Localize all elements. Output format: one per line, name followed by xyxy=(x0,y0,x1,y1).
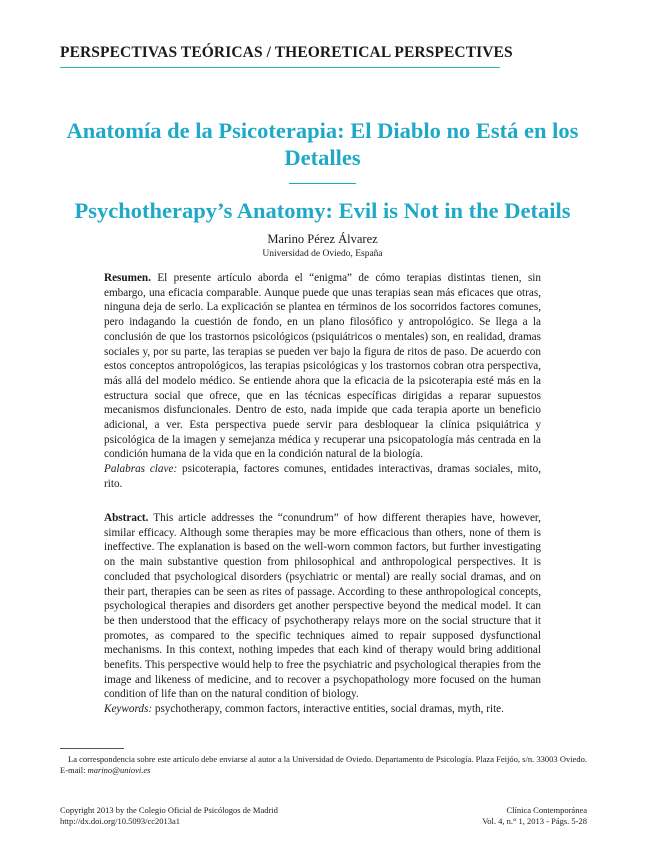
keywords-label-spanish: Palabras clave: xyxy=(104,463,178,476)
journal-volume: Vol. 4, n.° 1, 2013 - Págs. 5-28 xyxy=(482,816,587,826)
article-title-spanish: Anatomía de la Psicoterapia: El Diablo no Está en los Detalles xyxy=(66,118,579,170)
footnote-text: La correspondencia sobre este artículo debe enviarse al autor a la Universidad de Oviedo. Departamento de Psicología. Plaza Feijóo, s/n. 33003 Oviedo. E-mail: xyxy=(60,754,587,775)
keywords-spanish xyxy=(104,462,541,491)
journal-info xyxy=(482,805,587,827)
footnote-divider xyxy=(60,748,124,749)
section-header: PERSPECTIVAS TEÓRICAS / THEORETICAL PERSPECTIVES xyxy=(60,44,500,68)
journal-name: Clínica Contemporánea xyxy=(506,805,587,815)
copyright-block xyxy=(60,805,278,827)
keywords-text-english: psychotherapy, common factors, interactive entities, social dramas, myth, rite. xyxy=(154,703,504,716)
abstract-label-spanish: Resumen. xyxy=(104,272,151,284)
author-name: Marino Pérez Álvarez xyxy=(267,232,378,246)
abstract-english xyxy=(104,511,541,717)
doi-link[interactable]: http://dx.doi.org/10.5093/cc2013a1 xyxy=(60,816,181,826)
footnote-email[interactable]: marino@uniovi.es xyxy=(87,765,151,775)
abstract-label-english: Abstract. xyxy=(104,512,149,524)
copyright-text: Copyright 2013 by the Colegio Oficial de Psicólogos de Madrid xyxy=(60,805,278,815)
keywords-english xyxy=(104,702,541,717)
abstract-spanish xyxy=(104,271,541,492)
article-title-english: Psychotherapy’s Anatomy: Evil is Not in the Details xyxy=(74,198,571,223)
keywords-text-spanish: psicoterapia, factores comunes, entidades interactivas, dramas sociales, mito, rito. xyxy=(104,463,541,490)
correspondence-footnote xyxy=(60,754,587,776)
keywords-label-english: Keywords: xyxy=(104,703,153,716)
abstract-text-spanish: El presente artículo aborda el “enigma” de cómo terapias distintas tienen, sin embargo, una eficacia comparable. Aunque puede que unas terapias sean más eficaces que otras, ninguna deja de serlo. La explicación se plantea en términos de los socorridos factores comunes, pero indagando la cuestión de fondo, en un plano filosófico y antropológico. Se llega a la conclusión de que los trastornos psicológicos (psiquiátricos o mentales) son, en realidad, dramas sociales y, por su parte, las terapias se pueden ver bajo la figura de ritos de paso. De acuerdo con estos conceptos antropológicos, las terapias psicológicas y los trastornos cobran otra perspectiva, más allá del modelo médico. Se entiende ahora que la eficacia de la psicoterapia esté más en la estructura social que ofrece, que en las técnicas específicas dirigidas a reparar supuestos mecanismos disfuncionales. Dentro de esto, nada impide que cada terapia aporte un beneficio adicional, a ver. Esta perspectiva puede servir para desbloquear la clínica psiquiátrica y psicológica de la imagen y semejanza médica y recuperar una psicopatología más centrada en la condición humana de la vida que en la condición natural de la biología. xyxy=(104,272,542,461)
title-divider xyxy=(289,183,356,184)
author-affiliation: Universidad de Oviedo, España xyxy=(262,249,383,259)
abstract-text-english: This article addresses the “conundrum” of how different therapies have, however, similar efficacy. Although some therapies may be more efficacious than others, none of them is ineffective. The explanation is based on the well-worn common factors, but further investigating on the main substantive question from philosophical and anthropological perspectives. It is concluded that psychological disorders (psychiatric or mental) are really social dramas, and on their part, therapies can be seen as rites of passage. According to these anthropological concepts, psychological therapies and disorders get another perspective beyond the medical model. It can be then understood that the efficacy of psychotherapy relays more on the social structure that it promotes, as compared to the specific techniques aimed to repair supposed dysfunctional mechanisms. In this context, nothing impedes that each kind of therapy would bring additional benefits. This perspective would help to free the psychiatric and psychological therapies from the image and likeness of medicine, and to recover a psychopathology more focused on the human condition of life than on the natural condition of biology. xyxy=(104,512,541,701)
